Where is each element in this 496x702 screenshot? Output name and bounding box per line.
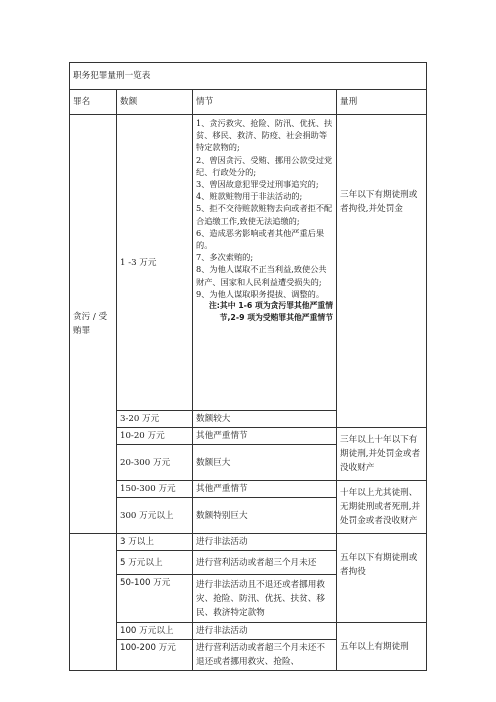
header-amount: 数额: [117, 90, 193, 115]
list-item: 8、为他人谋取不正当利益,致使公共财产、国家和人民利益遭受损失的;: [196, 264, 327, 287]
crime-name-empty: [70, 534, 117, 671]
page-title: 职务犯罪量刑一览表: [70, 63, 427, 90]
circumstance-cell: 进行非法活动: [193, 534, 337, 551]
circumstance-list: [193, 115, 337, 411]
note-text: 注:其中 1-6 项为贪污罪其他严重情节,2-9 项为受贿罪其他严重情节: [209, 301, 333, 322]
header-penalty: 量刑: [337, 90, 427, 115]
penalty-cell: 五年以上有期徒刑: [337, 623, 427, 671]
list-item: 7、多次索贿的;: [196, 252, 254, 263]
amount-cell: 50-100 万元: [117, 575, 193, 623]
list-item: 6、造成恶劣影响或者其他严重后果的。: [196, 227, 325, 251]
amount-cell: 1 -3 万元: [117, 115, 193, 411]
amount-cell: 5 万元以上: [117, 551, 193, 575]
amount-cell: 100 万元以上: [117, 623, 193, 640]
circumstance-cell: 其他严重情节: [193, 481, 337, 498]
list-item: 9、为他人谋取职务提拔、调整的。: [196, 288, 325, 299]
list-item: 1、贪污救灾、抢险、防汛、优抚、扶贫、移民、救济、防疫、社会捐助等特定款物的;: [196, 118, 333, 153]
circumstance-cell: 数额较大: [193, 411, 337, 428]
list-item: 5、拒不交待赃款赃物去向或者拒不配合追缴工作,致使无法追缴的;: [196, 203, 333, 226]
circumstance-cell: 进行营利活动或者超三个月未还: [193, 551, 337, 575]
circumstance-cell: 进行非法活动且不退还或者挪用救灾、抢险、防汛、优抚、扶贫、移民、救济特定款物: [193, 575, 337, 623]
list-item: 3、曾因故意犯罪受过刑事追究的;: [196, 179, 319, 190]
list-item: 2、曾因贪污、受贿、挪用公款受过党纪、行政处分的;: [196, 154, 333, 177]
penalty-cell: 五年以下有期徒刑或者拘役: [337, 534, 427, 623]
circumstance-cell: 进行非法活动: [193, 623, 337, 640]
circumstance-cell: 数额巨大: [193, 445, 337, 481]
crime-name: 贪污 / 受贿罪: [70, 115, 117, 534]
penalty-cell: 三年以上十年以下有期徒刑,并处罚金或者没收财产: [337, 428, 427, 481]
circumstance-cell: 数额特别巨大: [193, 498, 337, 534]
list-item: 4、赃款赃物用于非法活动的;: [196, 191, 303, 202]
amount-cell: 150-300 万元: [117, 481, 193, 498]
circumstance-cell: 进行营利活动或者超三个月未还不退还或者挪用救灾、抢险、: [193, 640, 337, 671]
amount-cell: 3-20 万元: [117, 411, 193, 428]
amount-cell: 100-200 万元: [117, 640, 193, 671]
amount-cell: 10-20 万元: [117, 428, 193, 445]
penalty-cell: 三年以下有期徒刑或者拘役,并处罚金: [337, 115, 427, 428]
header-crime: 罪名: [70, 90, 117, 115]
amount-cell: 300 万元以上: [117, 498, 193, 534]
circumstance-cell: 其他严重情节: [193, 428, 337, 445]
amount-cell: 20-300 万元: [117, 445, 193, 481]
sentencing-table: [69, 62, 427, 671]
penalty-cell: 十年以上尤其徒刑、无期徒刑或者死刑,并处罚金或者没收财产: [337, 481, 427, 534]
amount-cell: 3 万以上: [117, 534, 193, 551]
header-circumstance: 情节: [193, 90, 337, 115]
